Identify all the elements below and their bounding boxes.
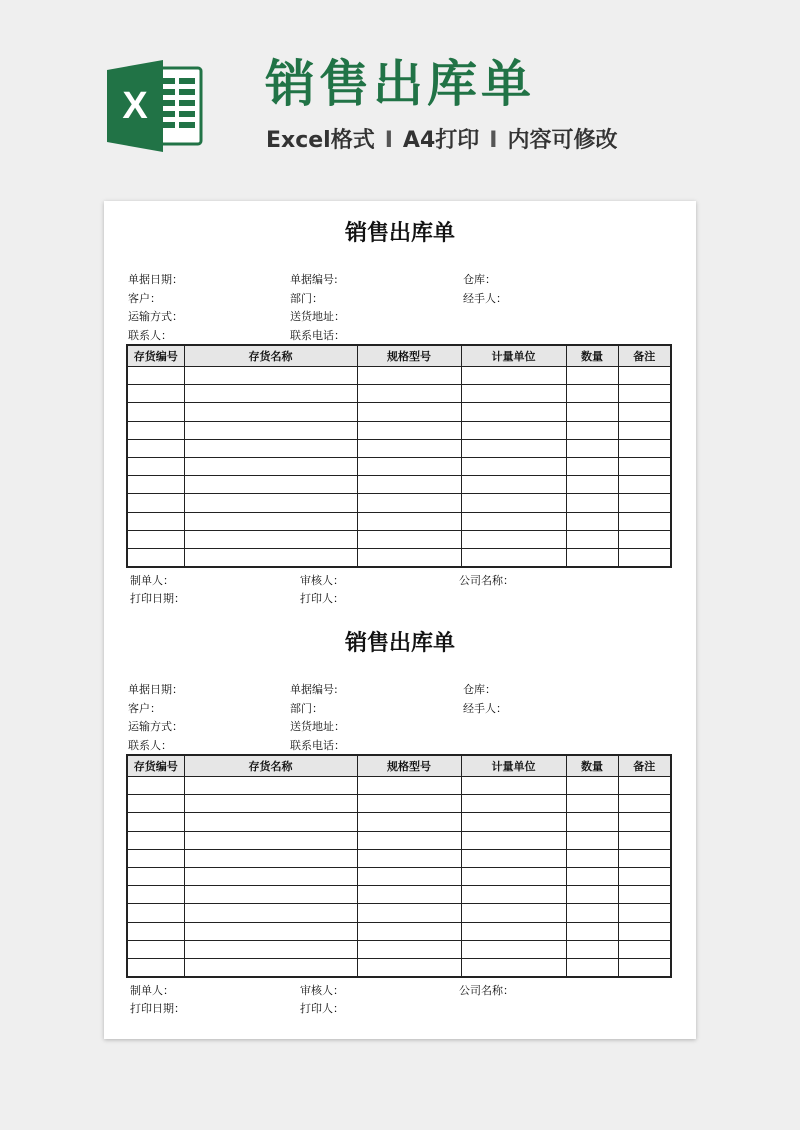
table-cell[interactable] bbox=[618, 367, 671, 385]
table-row bbox=[127, 403, 671, 421]
table-cell[interactable] bbox=[127, 777, 184, 795]
table-cell[interactable] bbox=[357, 904, 461, 922]
table-cell[interactable] bbox=[618, 904, 671, 922]
table-cell[interactable] bbox=[357, 813, 461, 831]
table-cell[interactable] bbox=[127, 795, 184, 813]
table-cell[interactable] bbox=[127, 831, 184, 849]
table-cell[interactable] bbox=[357, 831, 461, 849]
table-cell[interactable] bbox=[618, 494, 671, 512]
table-cell[interactable] bbox=[461, 548, 566, 567]
table-row bbox=[127, 958, 671, 977]
column-header: 数量 bbox=[566, 345, 618, 367]
table-row bbox=[127, 795, 671, 813]
table-cell[interactable] bbox=[357, 777, 461, 795]
table-cell[interactable] bbox=[618, 512, 671, 530]
table-row bbox=[127, 439, 671, 457]
table-row bbox=[127, 367, 671, 385]
table-cell[interactable] bbox=[127, 904, 184, 922]
document-paper bbox=[104, 201, 696, 1039]
column-header: 数量 bbox=[566, 755, 618, 777]
table-cell[interactable] bbox=[357, 530, 461, 548]
table-cell[interactable] bbox=[461, 813, 566, 831]
doc-no-label: 单据编号: bbox=[290, 683, 338, 696]
table-cell[interactable] bbox=[461, 922, 566, 940]
table-cell[interactable] bbox=[618, 867, 671, 885]
table-cell[interactable] bbox=[184, 940, 357, 958]
table-cell[interactable] bbox=[618, 385, 671, 403]
table-cell[interactable] bbox=[566, 795, 618, 813]
table-cell[interactable] bbox=[357, 439, 461, 457]
company-label: 公司名称： bbox=[459, 984, 514, 997]
doc-date-label: 单据日期： bbox=[128, 683, 183, 696]
handler-label: 经手人： bbox=[463, 702, 507, 715]
column-header: 备注 bbox=[618, 755, 671, 777]
table-cell[interactable] bbox=[357, 367, 461, 385]
table-cell[interactable] bbox=[618, 457, 671, 475]
contact-label: 联系人： bbox=[128, 329, 172, 342]
table-cell[interactable] bbox=[618, 849, 671, 867]
table-cell[interactable] bbox=[461, 385, 566, 403]
table-cell[interactable] bbox=[127, 958, 184, 977]
table-cell[interactable] bbox=[127, 813, 184, 831]
table-cell[interactable] bbox=[357, 548, 461, 567]
table-cell[interactable] bbox=[184, 367, 357, 385]
table-cell[interactable] bbox=[127, 403, 184, 421]
table-cell[interactable] bbox=[566, 548, 618, 567]
table-cell[interactable] bbox=[618, 813, 671, 831]
table-cell[interactable] bbox=[566, 940, 618, 958]
table-cell[interactable] bbox=[127, 367, 184, 385]
table-cell[interactable] bbox=[461, 494, 566, 512]
column-header: 存货编号 bbox=[127, 345, 184, 367]
table-cell[interactable] bbox=[461, 367, 566, 385]
form-title: 销售出库单 bbox=[344, 631, 455, 656]
table-cell[interactable] bbox=[184, 494, 357, 512]
table-cell[interactable] bbox=[357, 385, 461, 403]
table-cell[interactable] bbox=[184, 476, 357, 494]
table-cell[interactable] bbox=[618, 831, 671, 849]
table-cell[interactable] bbox=[618, 795, 671, 813]
printer-label: 打印人： bbox=[300, 592, 344, 605]
table-cell[interactable] bbox=[618, 886, 671, 904]
table-cell[interactable] bbox=[461, 958, 566, 977]
table-cell[interactable] bbox=[127, 922, 184, 940]
table-cell[interactable] bbox=[127, 421, 184, 439]
table-cell[interactable] bbox=[461, 886, 566, 904]
subtitle-editable: 内容可修改 bbox=[507, 128, 618, 153]
address-label: 送货地址： bbox=[290, 720, 345, 733]
table-row bbox=[127, 385, 671, 403]
table-row bbox=[127, 777, 671, 795]
table-cell[interactable] bbox=[461, 795, 566, 813]
warehouse-label: 仓库： bbox=[463, 683, 496, 696]
table-cell[interactable] bbox=[184, 421, 357, 439]
reviewer-label: 审核人： bbox=[300, 984, 344, 997]
table-cell[interactable] bbox=[461, 476, 566, 494]
table-cell[interactable] bbox=[127, 439, 184, 457]
table-cell[interactable] bbox=[357, 457, 461, 475]
subtitle-print: A4打印 bbox=[402, 128, 480, 153]
table-cell[interactable] bbox=[184, 548, 357, 567]
address-label: 送货地址： bbox=[290, 310, 345, 323]
table-cell[interactable] bbox=[566, 512, 618, 530]
page-header bbox=[0, 0, 800, 200]
svg-text:X: X bbox=[122, 85, 148, 127]
table-header-row bbox=[127, 345, 671, 367]
department-label: 部门： bbox=[290, 702, 323, 715]
table-cell[interactable] bbox=[566, 777, 618, 795]
page-subtitle bbox=[266, 126, 617, 156]
table-cell[interactable] bbox=[184, 886, 357, 904]
table-cell[interactable] bbox=[618, 777, 671, 795]
table-cell[interactable] bbox=[127, 385, 184, 403]
table-cell[interactable] bbox=[357, 512, 461, 530]
customer-label: 客户： bbox=[128, 292, 161, 305]
table-row bbox=[127, 421, 671, 439]
column-header: 存货名称 bbox=[184, 755, 357, 777]
table-cell[interactable] bbox=[461, 403, 566, 421]
reviewer-label: 审核人： bbox=[300, 574, 344, 587]
table-cell[interactable] bbox=[357, 476, 461, 494]
doc-no-label: 单据编号: bbox=[290, 273, 338, 286]
table-cell[interactable] bbox=[566, 958, 618, 977]
customer-label: 客户： bbox=[128, 702, 161, 715]
table-row bbox=[127, 940, 671, 958]
table-cell[interactable] bbox=[461, 512, 566, 530]
table-cell[interactable] bbox=[566, 403, 618, 421]
excel-logo-icon bbox=[105, 56, 205, 156]
table-cell[interactable] bbox=[566, 457, 618, 475]
items-table bbox=[126, 754, 672, 978]
table-cell[interactable] bbox=[357, 867, 461, 885]
table-row bbox=[127, 849, 671, 867]
column-header: 备注 bbox=[618, 345, 671, 367]
table-cell[interactable] bbox=[566, 439, 618, 457]
table-cell[interactable] bbox=[618, 476, 671, 494]
table-row bbox=[127, 886, 671, 904]
shipping-label: 运输方式： bbox=[128, 720, 183, 733]
handler-label: 经手人： bbox=[463, 292, 507, 305]
table-cell[interactable] bbox=[127, 548, 184, 567]
table-cell[interactable] bbox=[566, 922, 618, 940]
table-cell[interactable] bbox=[566, 367, 618, 385]
table-cell[interactable] bbox=[357, 849, 461, 867]
warehouse-label: 仓库： bbox=[463, 273, 496, 286]
shipping-label: 运输方式： bbox=[128, 310, 183, 323]
table-cell[interactable] bbox=[184, 904, 357, 922]
table-cell[interactable] bbox=[127, 940, 184, 958]
table-cell[interactable] bbox=[357, 403, 461, 421]
table-cell[interactable] bbox=[461, 421, 566, 439]
column-header: 规格型号 bbox=[357, 755, 461, 777]
print-date-label: 打印日期： bbox=[130, 1002, 185, 1015]
table-cell[interactable] bbox=[184, 439, 357, 457]
table-row bbox=[127, 530, 671, 548]
table-cell[interactable] bbox=[184, 867, 357, 885]
table-cell[interactable] bbox=[357, 958, 461, 977]
table-cell[interactable] bbox=[357, 922, 461, 940]
table-cell[interactable] bbox=[127, 476, 184, 494]
table-row bbox=[127, 867, 671, 885]
table-cell[interactable] bbox=[461, 457, 566, 475]
table-cell[interactable] bbox=[357, 494, 461, 512]
table-cell[interactable] bbox=[566, 831, 618, 849]
table-cell[interactable] bbox=[184, 849, 357, 867]
table-cell[interactable] bbox=[566, 421, 618, 439]
department-label: 部门： bbox=[290, 292, 323, 305]
table-header-row bbox=[127, 755, 671, 777]
column-header: 规格型号 bbox=[357, 345, 461, 367]
subtitle-format: Excel格式 bbox=[266, 128, 375, 153]
table-row bbox=[127, 813, 671, 831]
table-cell[interactable] bbox=[127, 457, 184, 475]
doc-date-label: 单据日期： bbox=[128, 273, 183, 286]
table-cell[interactable] bbox=[566, 476, 618, 494]
table-row bbox=[127, 922, 671, 940]
table-cell[interactable] bbox=[184, 831, 357, 849]
column-header: 计量单位 bbox=[461, 345, 566, 367]
table-cell[interactable] bbox=[461, 831, 566, 849]
table-cell[interactable] bbox=[566, 494, 618, 512]
subtitle-separator: I bbox=[384, 128, 393, 153]
table-cell[interactable] bbox=[357, 940, 461, 958]
company-label: 公司名称： bbox=[459, 574, 514, 587]
items-table bbox=[126, 344, 672, 568]
page-title: 销售出库单 bbox=[265, 55, 535, 113]
table-cell[interactable] bbox=[461, 904, 566, 922]
printer-label: 打印人： bbox=[300, 1002, 344, 1015]
table-cell[interactable] bbox=[566, 385, 618, 403]
table-cell[interactable] bbox=[566, 530, 618, 548]
table-cell[interactable] bbox=[184, 457, 357, 475]
phone-label: 联系电话： bbox=[290, 739, 345, 752]
table-cell[interactable] bbox=[357, 421, 461, 439]
table-cell[interactable] bbox=[184, 958, 357, 977]
print-date-label: 打印日期： bbox=[130, 592, 185, 605]
table-row bbox=[127, 457, 671, 475]
table-cell[interactable] bbox=[127, 512, 184, 530]
phone-label: 联系电话： bbox=[290, 329, 345, 342]
table-cell[interactable] bbox=[127, 886, 184, 904]
table-cell[interactable] bbox=[357, 886, 461, 904]
table-cell[interactable] bbox=[461, 439, 566, 457]
table-cell[interactable] bbox=[184, 795, 357, 813]
table-cell[interactable] bbox=[184, 777, 357, 795]
maker-label: 制单人： bbox=[130, 574, 174, 587]
table-cell[interactable] bbox=[566, 813, 618, 831]
table-row bbox=[127, 831, 671, 849]
table-cell[interactable] bbox=[184, 922, 357, 940]
table-cell[interactable] bbox=[127, 849, 184, 867]
contact-label: 联系人： bbox=[128, 739, 172, 752]
table-cell[interactable] bbox=[127, 494, 184, 512]
table-cell[interactable] bbox=[618, 922, 671, 940]
table-cell[interactable] bbox=[618, 958, 671, 977]
table-cell[interactable] bbox=[618, 439, 671, 457]
table-row bbox=[127, 476, 671, 494]
table-cell[interactable] bbox=[566, 867, 618, 885]
table-cell[interactable] bbox=[461, 867, 566, 885]
table-cell[interactable] bbox=[618, 940, 671, 958]
table-cell[interactable] bbox=[184, 813, 357, 831]
table-cell[interactable] bbox=[357, 795, 461, 813]
subtitle-separator: I bbox=[489, 128, 498, 153]
column-header: 计量单位 bbox=[461, 755, 566, 777]
form-title: 销售出库单 bbox=[344, 221, 455, 246]
table-cell[interactable] bbox=[618, 403, 671, 421]
table-cell[interactable] bbox=[127, 530, 184, 548]
table-cell[interactable] bbox=[461, 777, 566, 795]
table-cell[interactable] bbox=[461, 940, 566, 958]
table-cell[interactable] bbox=[184, 403, 357, 421]
table-cell[interactable] bbox=[461, 530, 566, 548]
column-header: 存货编号 bbox=[127, 755, 184, 777]
table-cell[interactable] bbox=[184, 385, 357, 403]
table-cell[interactable] bbox=[566, 849, 618, 867]
table-row bbox=[127, 904, 671, 922]
table-cell[interactable] bbox=[461, 849, 566, 867]
table-cell[interactable] bbox=[127, 867, 184, 885]
table-cell[interactable] bbox=[566, 886, 618, 904]
table-cell[interactable] bbox=[184, 512, 357, 530]
table-row bbox=[127, 548, 671, 567]
table-cell[interactable] bbox=[566, 904, 618, 922]
table-row bbox=[127, 494, 671, 512]
table-cell[interactable] bbox=[618, 548, 671, 567]
table-cell[interactable] bbox=[184, 530, 357, 548]
table-cell[interactable] bbox=[618, 421, 671, 439]
table-row bbox=[127, 512, 671, 530]
column-header: 存货名称 bbox=[184, 345, 357, 367]
maker-label: 制单人： bbox=[130, 984, 174, 997]
table-cell[interactable] bbox=[618, 530, 671, 548]
